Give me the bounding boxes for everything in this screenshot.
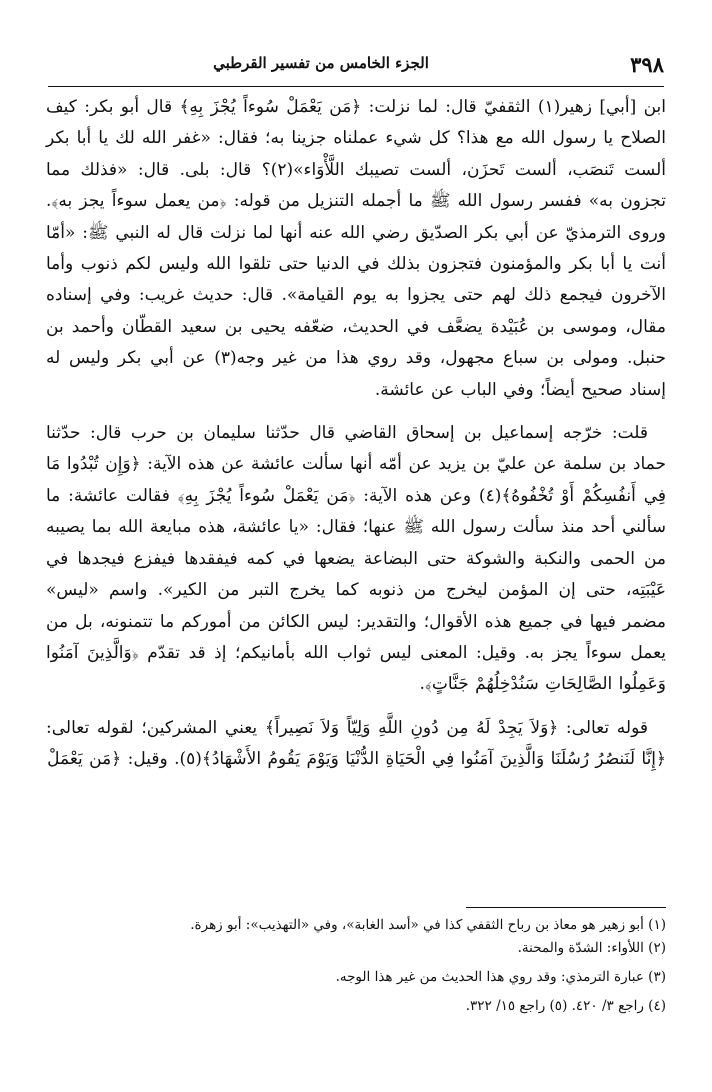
running-title: الجزء الخامس من تفسير القرطبي: [213, 54, 429, 72]
header-divider: [48, 86, 664, 87]
footnote-4-5: (٤) راجع ٣/ ٤٢٠. (٥) راجع ١٥/ ٣٢٢.: [465, 998, 666, 1014]
page-number: ٣٩٨: [630, 52, 664, 77]
paragraph-2: قلت: خرّجه إسماعيل بن إسحاق القاضي قال حدّثنا سليمان بن حرب قال: حدّثنا حماد بن سلمة عن عليّ بن يزيد عن أمّه أنها سألت عائشة عن هذه الآية: ﴿وَإِن تُبْدُوا مَا فِي أَنفُسِكُمْ أَوْ تُخْفُوهُ﴾(٤) وعن هذه الآية: ﴿مَن يَعْمَلْ سُوءاً يُجْزَ بِهِ﴾ فقالت عائشة: ما سألني أحد منذ سألت رسول الله ﷺ عنها؛ فقال: «يا عائشة، هذه مبايعة الله بما يصيبه من الحمى والنكبة والشوكة حتى البضاعة يضعها في كمه فيفقدها فيفزع فيجدها في عَيْبَتِه، حتى إن المؤمن ليخرج من ذنوبه كما يخرج التبر من الكير». واسم «ليس» مضمر فيها في جميع هذه الأقوال؛ والتقدير: ليس الكائن من أموركم ما تتمنونه، بل من يعمل سوءاً يجز به. وقيل: المعنى ليس ثواب الله بأمانيكم؛ إذ قد تقدّم ﴿وَالَّذِينَ آمَنُوا وَعَمِلُوا الصَّالِحَاتِ سَنُدْخِلُهُمْ جَنَّاتٍ﴾.: [46, 423, 666, 695]
paragraph-1: ابن [أبي] زهير(١) الثقفيّ قال: لما نزلت: ﴿مَن يَعْمَلْ سُوءاً يُجْزَ بِهِ﴾ قال أبو بكر: كيف الصلاح يا رسول الله مع هذا؟ كل شيء عملناه جزينا به؛ فقال: «غفر الله لك يا أبا بكر ألست تَنصَب، ألست تَحزَن، ألست تصيبك اللَّأْوَاء»(٢)؟ قال: بلى. قال: «فذلك مما تجزون به» ففسر رسول الله ﷺ ما أجمله التنزيل من قوله: ﴿من يعمل سوءاً يجز به﴾. وروى الترمذيّ عن أبي بكر الصدّيق رضي الله عنه أنها لما نزلت قال له النبي ﷺ: «أمّا أنت يا أبا بكر والمؤمنون فتجزون بذلك في الدنيا حتى تلقوا الله وليس لكم ذنوب وأما الآخرون فيجمع ذلك لهم حتى يجزوا به يوم القيامة». قال: حديث غريب: وفي إسناده مقال، وموسى بن عُبَيْدة يضعَّف في الحديث، ضعّفه يحيى بن سعيد القطّان وأحمد بن حنبل. ومولى بن سباع مجهول، وقد روي هذا من غير وجه(٣) عن أبي بكر وليس له إسناد صحيح أيضاً؛ وفي الباب عن عائشة.: [46, 97, 666, 400]
footnote-2: (٢) اللأواء: الشدّة والمحنة.: [517, 940, 666, 956]
paragraph-3: قوله تعالى: ﴿وَلاَ يَجِدْ لَهُ مِن دُونِ اللَّهِ وَلِيّاً وَلاَ نَصِيراً﴾ يعني المشركين؛ لقوله تعالى: ﴿إِنَّا لَنَنصُرُ رُسُلَنَا وَالَّذِينَ آمَنُوا فِي الْحَيَاةِ الدُّنْيَا وَيَوْمَ يَقُومُ الأَشْهَادُ﴾(٥). وقيل: ﴿مَن يَعْمَلْ: [46, 717, 666, 770]
main-text: [46, 92, 666, 776]
footnote-3: (٣) عبارة الترمذي: وقد روي هذا الحديث من غير هذا الوجه.: [335, 969, 666, 985]
footnote-divider: [466, 907, 666, 908]
footnotes: [46, 914, 666, 1018]
footnote-1: (١) أبو زهير هو معاذ بن رباح الثقفي كذا في «أسد الغابة»، وفي «التهذيب»: أبو زهرة.: [190, 917, 666, 933]
page-header: [48, 48, 664, 82]
